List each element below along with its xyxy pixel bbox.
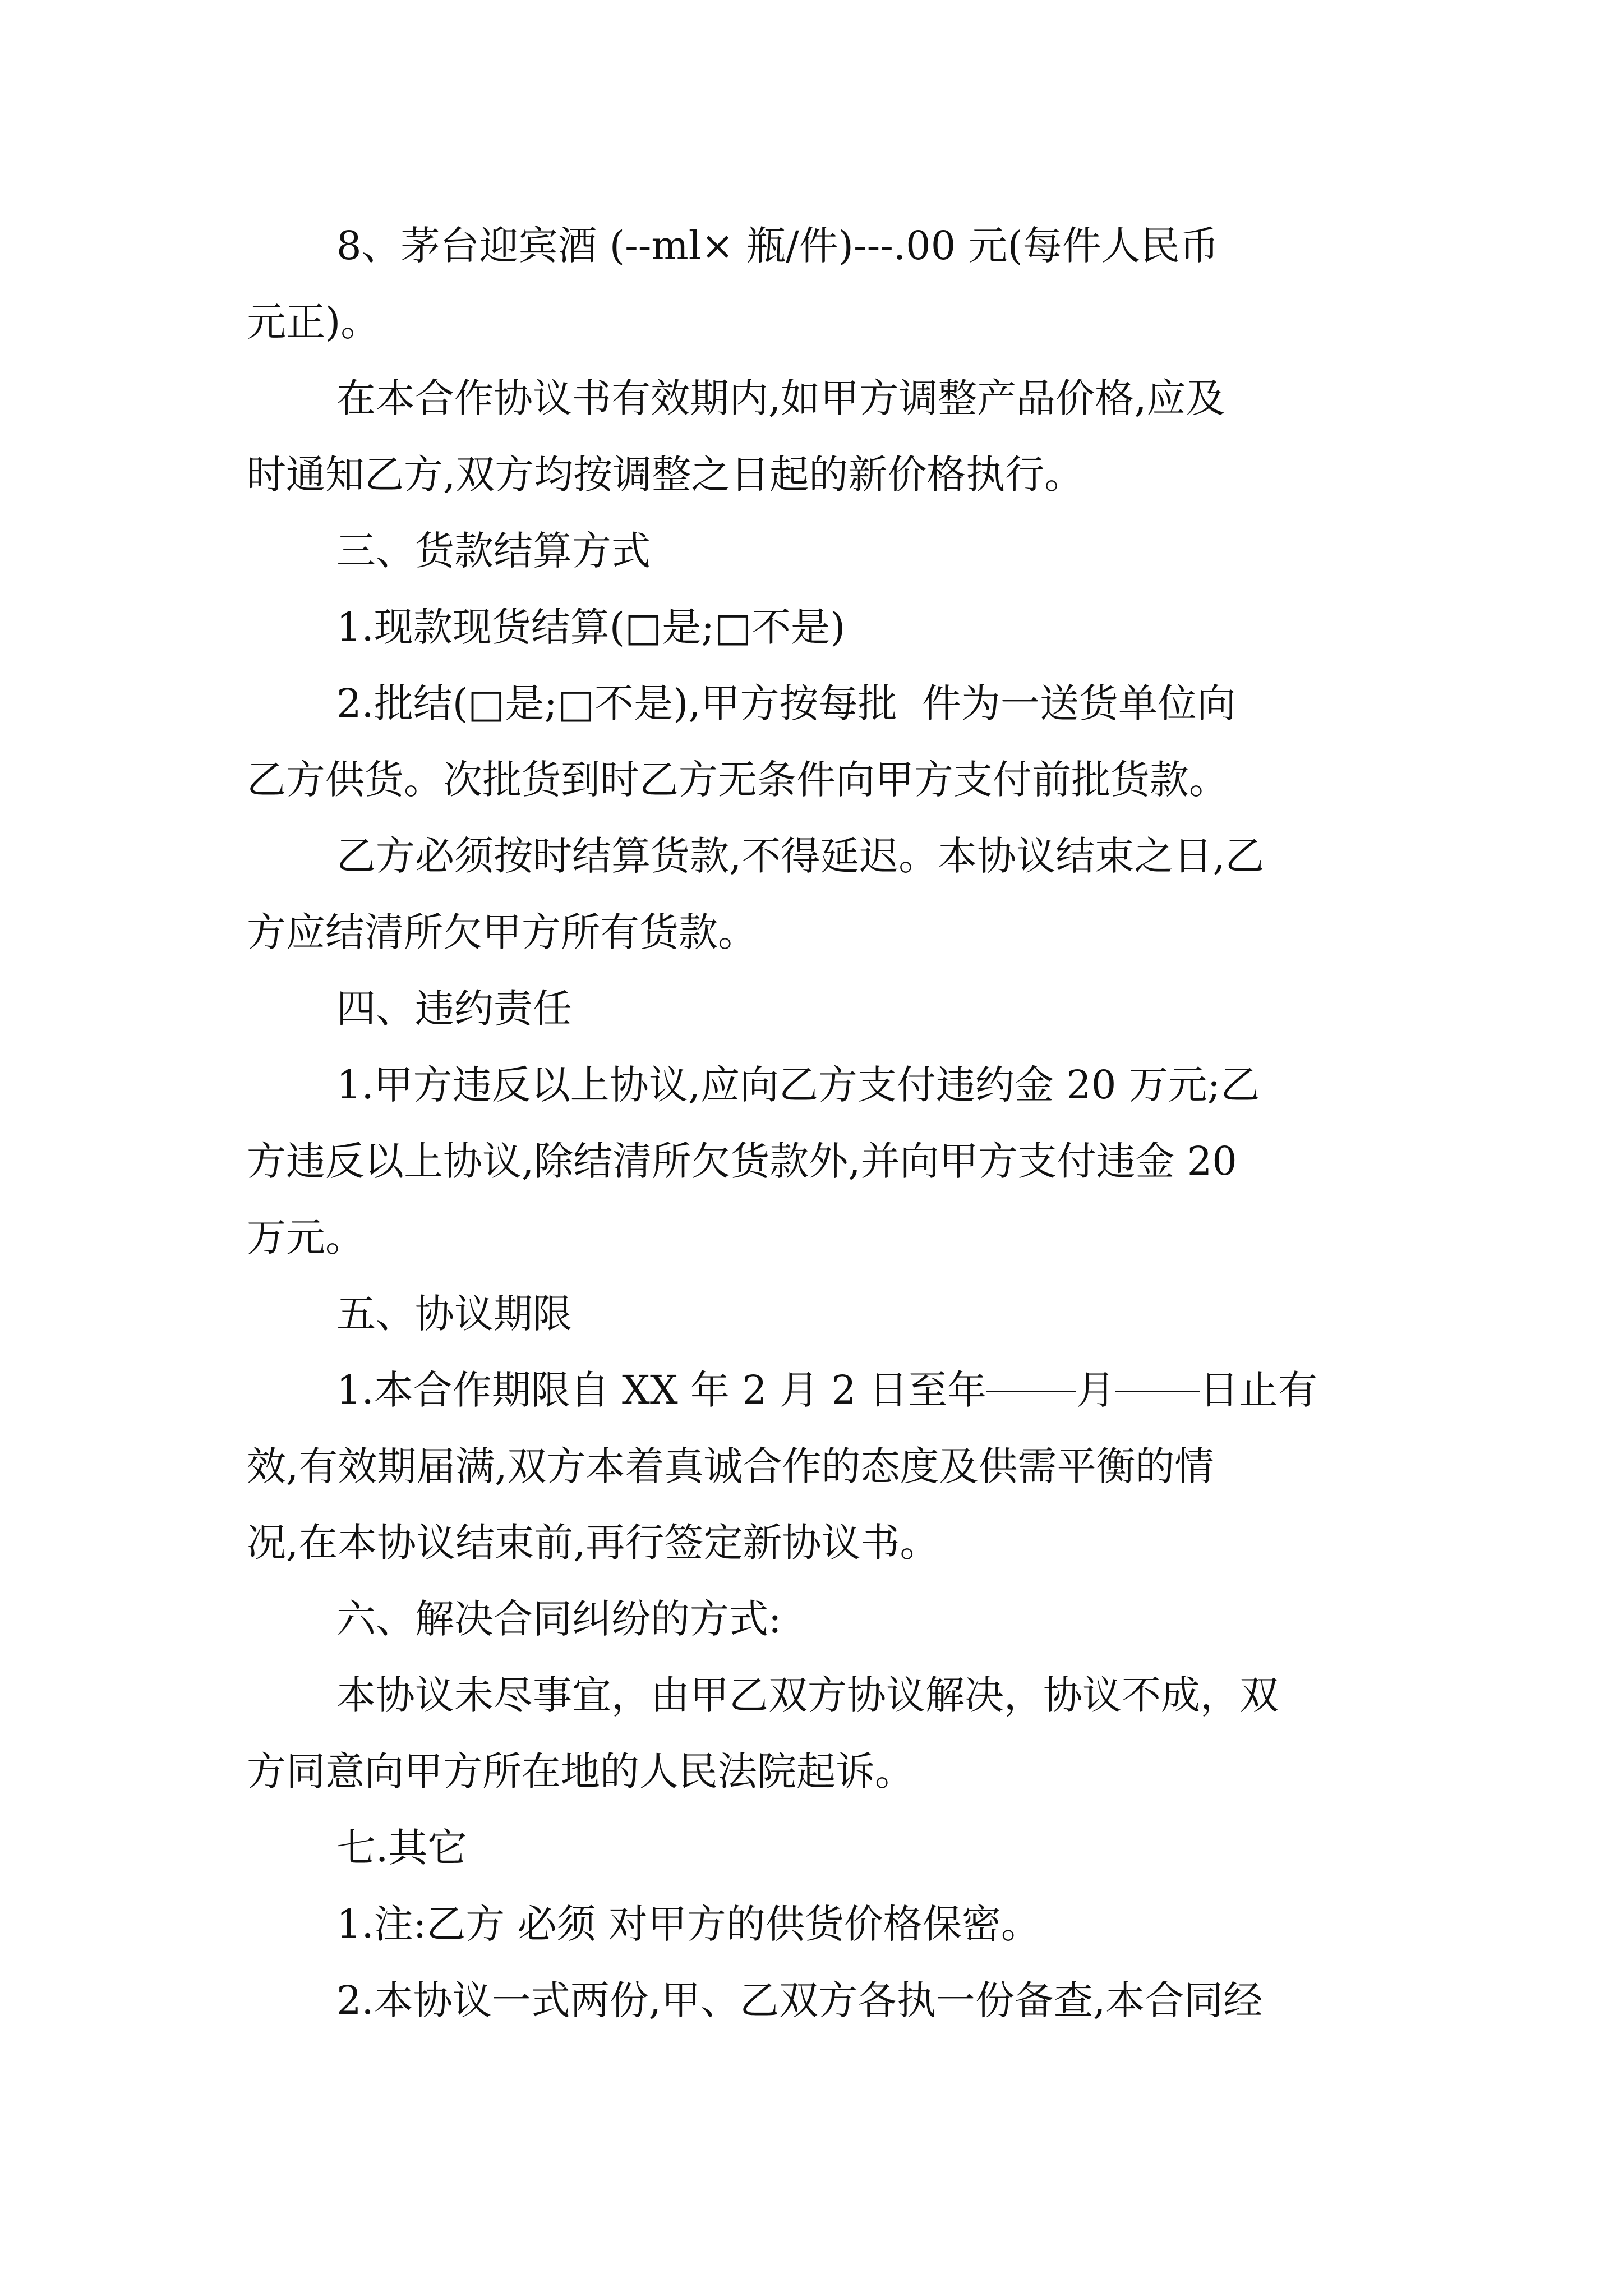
term-start-text: 1.本合作期限自 XX 年 2 月 2 日至年 [336, 1367, 987, 1413]
item-8-line-1: 8、茅台迎宾酒 (--ml× 瓶/件)---.00 元(每件人民币 [336, 223, 1219, 269]
section-7-item-2: 2.本协议一式两份,甲、乙双方各执一份备查,本合同经 [336, 1977, 1263, 2023]
section-5-item-1-line-1 [247, 1352, 1385, 1428]
section-4-item-1-line-3: 万元。 [247, 1214, 365, 1260]
section-3-item-2-line-2: 乙方供货。次批货到时乙方无条件向甲方支付前批货款。 [247, 757, 1228, 803]
section-3-note-line-2: 方应结清所欠甲方所有货款。 [247, 909, 757, 955]
section-7-item-1: 1.注:乙方 必须 对甲方的供货价格保密。 [336, 1901, 1040, 1947]
section-7-heading: 七.其它 [336, 1825, 467, 1871]
section-3-heading: 三、货款结算方式 [336, 528, 651, 574]
item-8-line-2: 元正)。 [247, 299, 380, 345]
section-5-item-1-line-2: 效,有效期届满,双方本着真诚合作的态度及供需平衡的情 [247, 1443, 1214, 1489]
section-6-body-line-2: 方同意向甲方所在地的人民法院起诉。 [247, 1749, 914, 1795]
term-month-label: 月 [1076, 1367, 1116, 1413]
section-4-item-1-line-1: 1.甲方违反以上协议,应向乙方支付违约金 20 万元;乙 [336, 1062, 1260, 1108]
term-end-month-blank [1115, 1391, 1200, 1392]
price-adjust-line-2: 时通知乙方,双方均按调整之日起的新价格执行。 [247, 452, 1084, 498]
section-6-body-line-1: 本协议未尽事宜，由甲乙双方协议解决，协议不成，双 [336, 1672, 1279, 1718]
term-end-year-blank [986, 1391, 1076, 1392]
document-body [247, 208, 1385, 2039]
section-4-item-1-line-2: 方违反以上协议,除结清所欠货款外,并向甲方支付违金 20 [247, 1138, 1237, 1184]
section-3-item-1: 1.现款现货结算(□是;□不是) [336, 604, 846, 650]
section-5-heading: 五、协议期限 [336, 1291, 572, 1337]
section-3-item-2-line-1: 2.批结(□是;□不是),甲方按每批 件为一送货单位向 [336, 680, 1237, 726]
price-adjust-line-1: 在本合作协议书有效期内,如甲方调整产品价格,应及 [336, 375, 1225, 421]
section-5-item-1-line-3: 况,在本协议结束前,再行签定新协议书。 [247, 1520, 939, 1566]
section-6-heading: 六、解决合同纠纷的方式: [336, 1596, 782, 1642]
section-3-note-line-1: 乙方必须按时结算货款,不得延迟。本协议结束之日,乙 [336, 833, 1265, 879]
section-4-heading: 四、违约责任 [336, 986, 572, 1032]
term-day-label: 日止有 [1200, 1367, 1318, 1413]
